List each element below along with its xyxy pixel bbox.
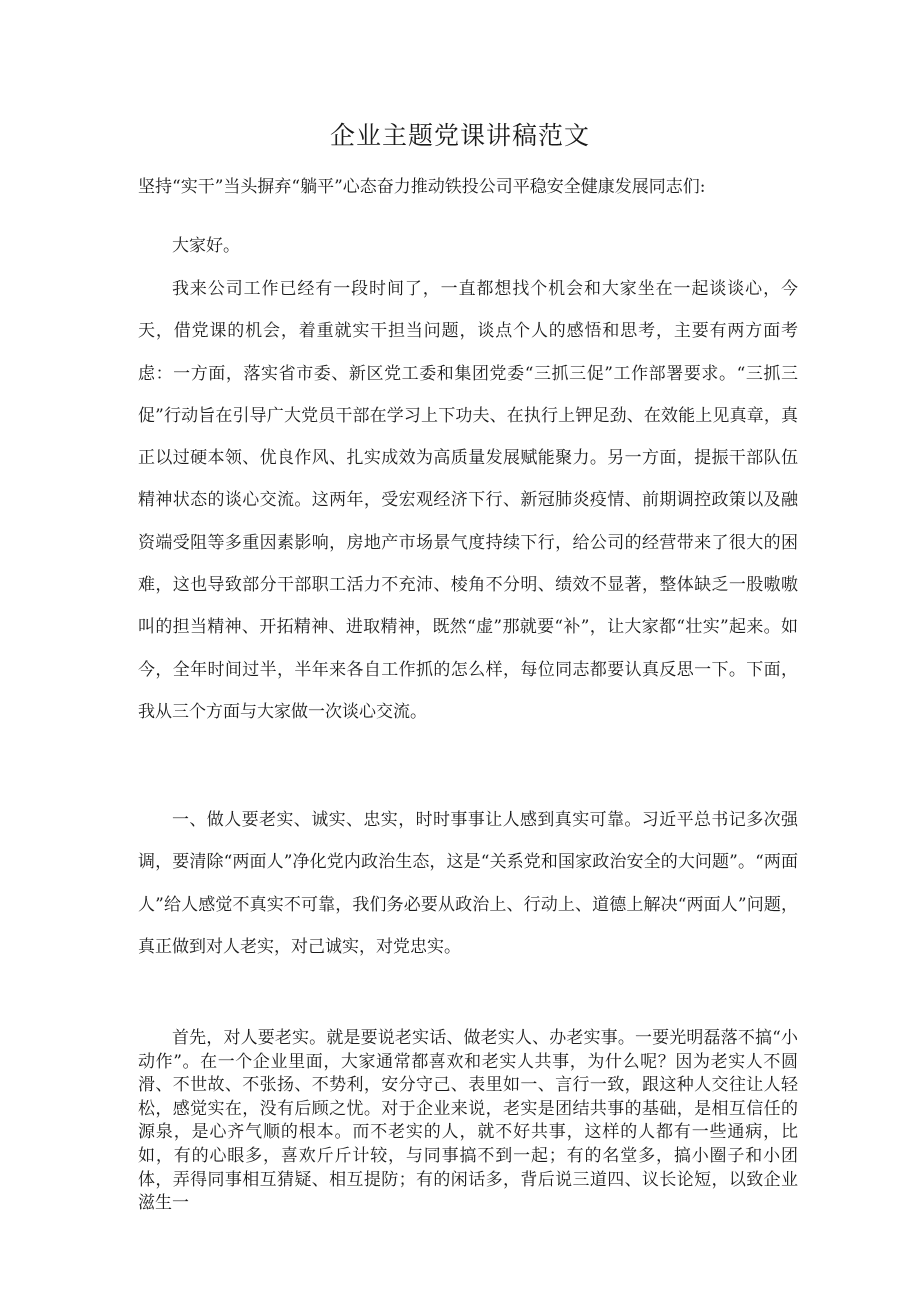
document-subtitle: 坚持“实干”当头摒弃“躺平”心态奋力推动铁投公司平稳安全健康发展同志们: xyxy=(138,177,706,197)
paragraph-intro: 我来公司工作已经有一段时间了，一直都想找个机会和大家坐在一起谈谈心，今天，借党课的机会，着重就实干担当问题，谈点个人的感悟和思考，主要有两方面考虑：一方面，落实省市委、新区党工委和集团党委“三抓三促”工作部署要求。“三抓三促”行动旨在引导广大党员干部在学习上下功夫、在执行上钾足劲、在效能上见真章，真正以过硬本领、优良作风、扎实成效为高质量发展赋能聚力。另一方面，提振干部队伍精神状态的谈心交流。这两年，受宏观经济下行、新冠肺炎疫情、前期调控政策以及融资端受阻等多重因素影响，房地产市场景气度持续下行，给公司的经营带来了很大的困难，这也导致部分干部职工活力不充沛、棱角不分明、绩效不显著，整体缺乏一股嗷嗷叫的担当精神、开拓精神、进取精神，既然“虚”那就要“补”，让大家都“壮实”起来。如今，全年时间过半，半年来各自工作抓的怎么样，每位同志都要认真反思一下。下面，我从三个方面与大家做一次谈心交流。 xyxy=(138,279,798,722)
paragraph-point-one: 一、做人要老实、诚实、忠实，时时事事让人感到真实可靠。习近平总书记多次强调，要清除“两面人”净化党内政治生态，这是“关系党和国家政治安全的大问题”。“两面人”给人感觉不真实不可靠，我们务必要从政治上、行动上、道德上解决“两面人”问题，真正做到对人老实，对己诚实，对党忠实。 xyxy=(138,810,798,957)
paragraph-honesty: 首先，对人要老实。就是要说老实话、做老实人、办老实事。一要光明磊落不搞“小动作”。在一个企业里面，大家通常都喜欢和老实人共事，为什么呢？因为老实人不圆滑、不世故、不张扬、不势利，安分守己、表里如一、言行一致，跟这种人交往让人轻松，感觉实在，没有后顾之忧。对于企业来说，老实是团结共事的基础，是相互信任的源泉，是心齐气顺的根本。而不老实的人，就不好共事，这样的人都有一些通病，比如，有的心眼多，喜欢斤斤计较，与同事搞不到一起；有的名堂多，搞小圈子和小团体，弄得同事相互猜疑、相互提防；有的闲话多，背后说三道四、议长论短，以致企业滋生一 xyxy=(138,1028,798,1214)
paragraph-greeting: 大家好。 xyxy=(172,236,240,256)
document-title: 企业主题党课讲稿范文 xyxy=(329,121,590,150)
